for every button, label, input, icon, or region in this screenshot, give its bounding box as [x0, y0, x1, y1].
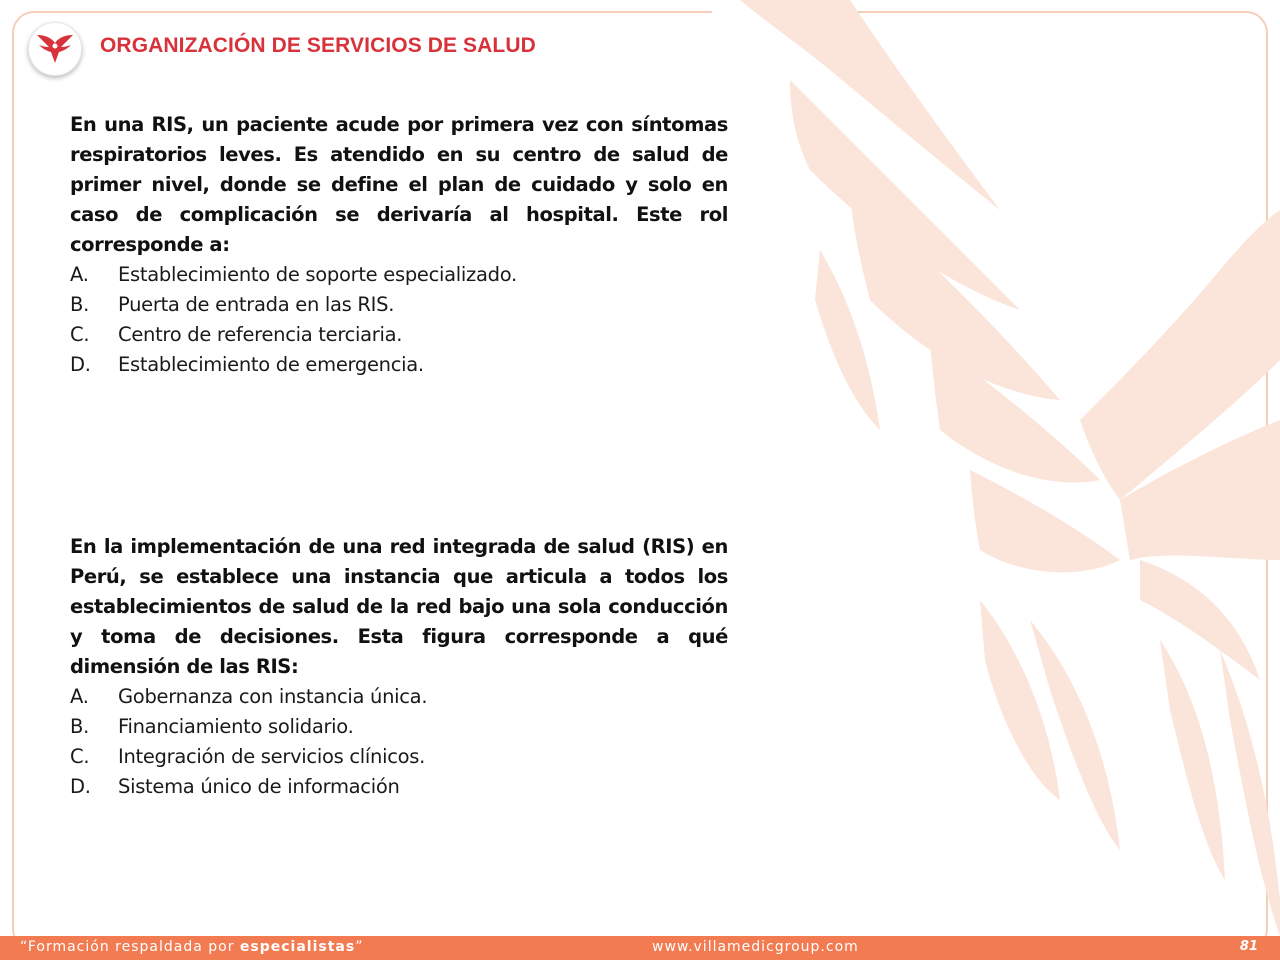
answer-options — [70, 260, 728, 380]
option-c: C. Centro de referencia terciaria. — [70, 323, 403, 346]
option-d: D. Sistema único de información — [70, 775, 400, 798]
page-number: 81 — [1239, 939, 1258, 954]
option-d: D. Establecimiento de emergencia. — [70, 353, 424, 376]
question-1 — [70, 110, 728, 380]
footer-bar — [0, 936, 1280, 960]
page-title: ORGANIZACIÓN DE SERVICIOS DE SALUD — [100, 34, 536, 57]
question-2 — [70, 532, 728, 802]
answer-options — [70, 682, 728, 802]
question-stem: En una RIS, un paciente acude por primera vez con síntomas respiratorios leves. Es atendido en su centro de salud de primer nivel, donde se define el plan de cuidado y solo en caso de complicación se derivaría al hospital. Este rol corresponde a: — [70, 113, 728, 256]
option-b: B. Financiamiento solidario. — [70, 715, 354, 738]
footer-tagline: “Formación respaldada por especialistas” — [20, 939, 364, 955]
option-a: A. Gobernanza con instancia única. — [70, 685, 428, 708]
option-c: C. Integración de servicios clínicos. — [70, 745, 425, 768]
option-b: B. Puerta de entrada en las RIS. — [70, 293, 395, 316]
footer-url[interactable]: www.villamedicgroup.com — [652, 939, 859, 955]
phoenix-logo-icon — [35, 33, 75, 65]
logo-badge — [28, 22, 82, 76]
option-a: A. Establecimiento de soporte especializado. — [70, 263, 517, 286]
phoenix-watermark-icon — [700, 0, 1280, 936]
question-stem: En la implementación de una red integrada de salud (RIS) en Perú, se establece una instancia que articula a todos los establecimientos de salud de la red bajo una sola conducción y toma de decisiones. Esta figura corresponde a qué dimensión de las RIS: — [70, 535, 728, 678]
